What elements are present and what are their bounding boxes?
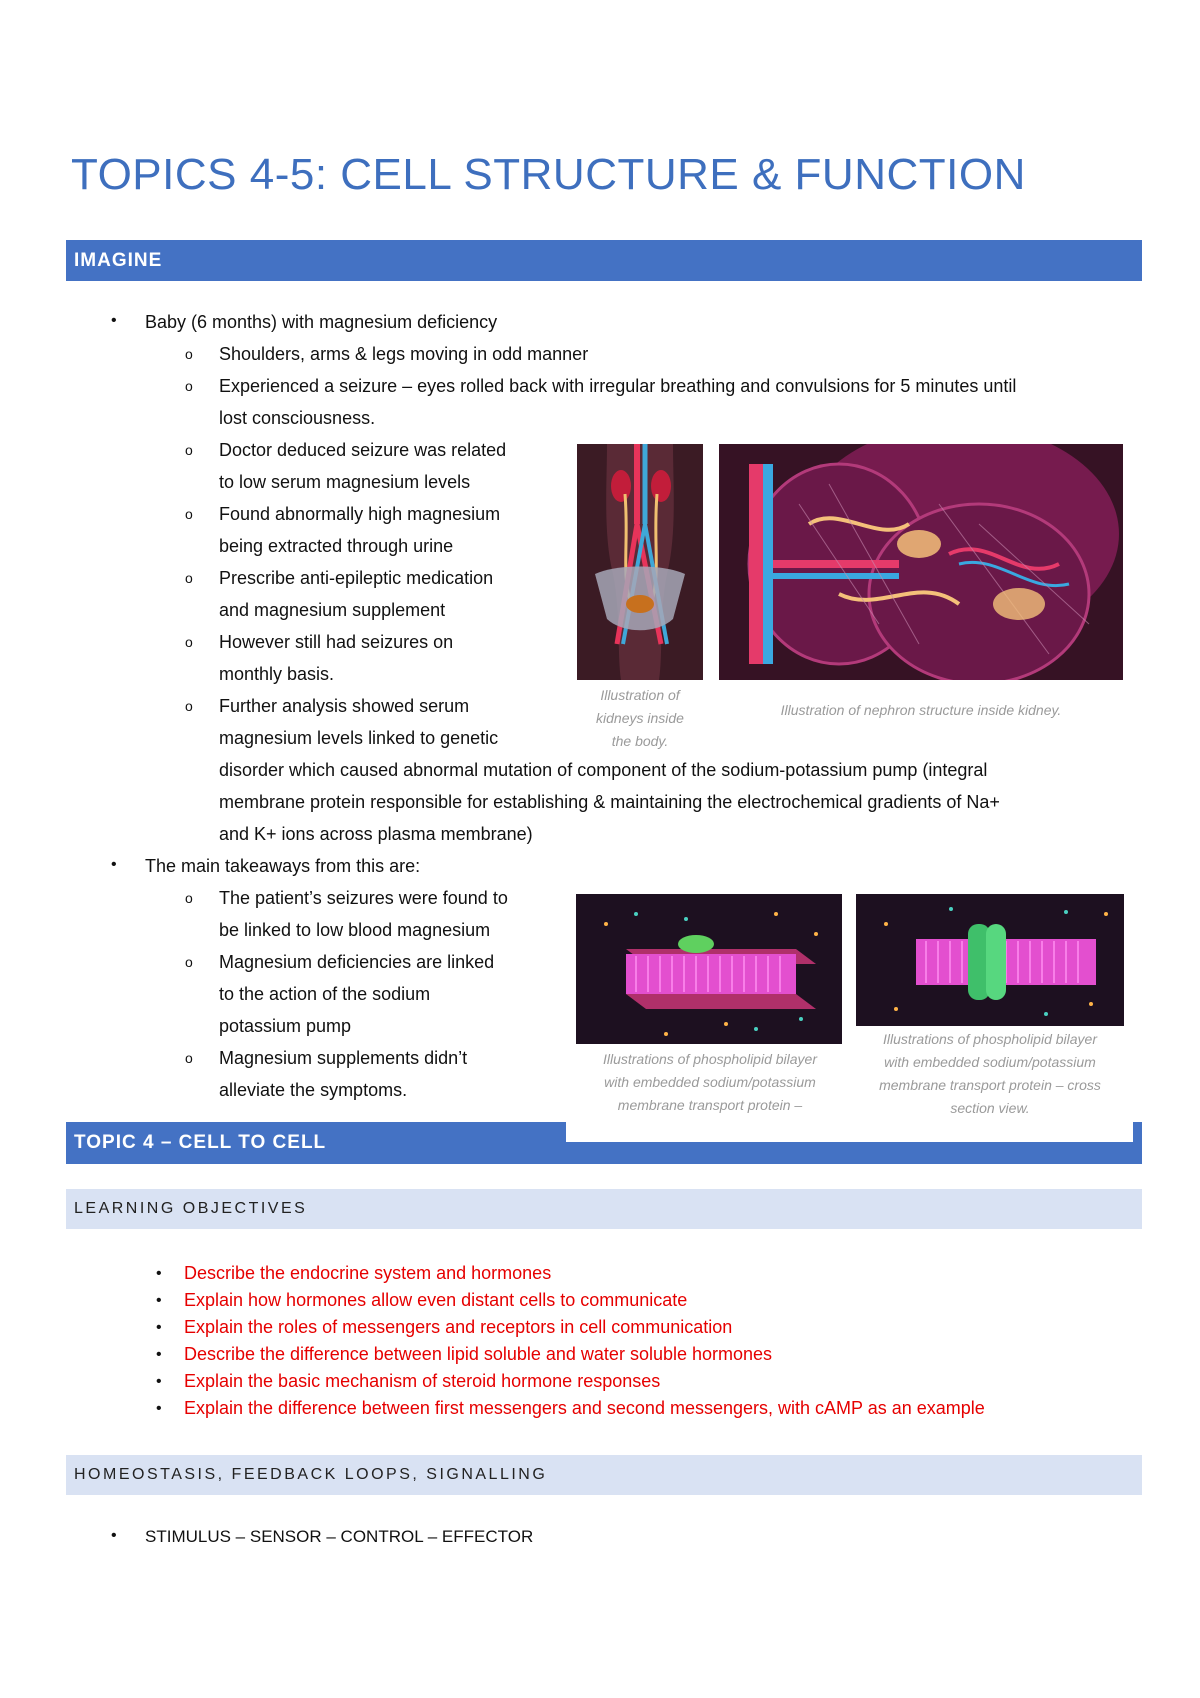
homeostasis-item: STIMULUS – SENSOR – CONTROL – EFFECTOR [145,1527,534,1546]
sub-bullet-glyph: o [185,634,193,650]
list-item: However still had seizures on [219,632,454,652]
sub-bullet-glyph: o [185,346,193,362]
bullet-glyph: • [156,1292,162,1309]
figure-caption-overlap [566,1122,1133,1142]
list-item: alleviate the symptoms. [219,1080,408,1100]
kidneys-caption [567,684,713,753]
sub-bullet-glyph: o [185,442,193,458]
list-item: The patient’s seizures were found to [219,888,508,908]
list-item: potassium pump [219,1016,352,1036]
nephron-illustration [719,444,1123,680]
objective-item: Describe the difference between lipid soluble and water soluble hormones [184,1344,773,1364]
objective-item: Explain how hormones allow even distant cells to communicate [184,1290,688,1310]
caption-line: Illustrations of phospholipid bilayer [882,1031,1097,1047]
list-item: Baby (6 months) with magnesium deficiency [145,312,498,332]
list-item: be linked to low blood magnesium [219,920,491,940]
list-item: The main takeaways from this are: [145,856,421,876]
bullet-glyph: • [111,1527,117,1544]
list-item: Experienced a seizure – eyes rolled back with irregular breathing and convulsions for 5 minutes until [219,376,1017,396]
list-item: Further analysis showed serum [219,696,470,716]
list-item: to low serum magnesium levels [219,472,471,492]
bullet-glyph: • [156,1373,162,1390]
caption-line: the body. [611,733,669,749]
bilayer-cross-section-illustration [856,894,1124,1026]
list-item: to the action of the sodium [219,984,431,1004]
sub-bullet-glyph: o [185,954,193,970]
nephron-caption: Illustration of nephron structure inside kidney. [780,702,1062,718]
list-item: lost consciousness. [219,408,376,428]
bilayer-perspective-illustration [576,894,842,1044]
bullet-glyph: • [111,312,117,329]
objective-item: Describe the endocrine system and hormones [184,1263,552,1283]
list-item: being extracted through urine [219,536,454,556]
list-item: Shoulders, arms & legs moving in odd manner [219,344,589,364]
list-item: Magnesium supplements didn’t [219,1048,468,1068]
bilayer-right-caption [850,1028,1130,1120]
list-item: membrane protein responsible for establishing & maintaining the electrochemical gradients of Na+ [219,792,1000,812]
sub-bullet-glyph: o [185,570,193,586]
learning-objectives-heading: LEARNING OBJECTIVES [66,1189,1142,1229]
list-item: and magnesium supplement [219,600,446,620]
bullet-glyph: • [156,1400,162,1417]
list-item: Prescribe anti-epileptic medication [219,568,494,588]
list-item: monthly basis. [219,664,335,684]
sub-bullet-glyph: o [185,378,193,394]
caption-line: with embedded sodium/potassium [604,1074,816,1090]
caption-line: membrane transport protein – [617,1097,803,1113]
bullet-glyph: • [156,1319,162,1336]
list-item: Doctor deduced seizure was related [219,440,507,460]
section-heading-topic4: TOPIC 4 – CELL TO CELL [66,1122,1142,1164]
section-heading-imagine: IMAGINE [66,240,1142,281]
caption-line: kidneys inside [596,710,684,726]
caption-line: section view. [950,1100,1030,1116]
kidney-figure-panel [563,434,1133,750]
caption-line: Illustrations of phospholipid bilayer [602,1051,817,1067]
sub-bullet-glyph: o [185,890,193,906]
sub-bullet-glyph: o [185,506,193,522]
caption-line: membrane transport protein – cross [879,1077,1101,1093]
list-item: Magnesium deficiencies are linked [219,952,495,972]
caption-line: Illustration of [600,687,680,703]
bullet-glyph: • [156,1346,162,1363]
list-item: and K+ ions across plasma membrane) [219,824,533,844]
bullet-glyph: • [111,856,117,873]
sub-bullet-glyph: o [185,698,193,714]
bilayer-figure-panel [566,878,1133,1142]
kidneys-illustration [577,444,703,680]
page-title: TOPICS 4-5: CELL STRUCTURE & FUNCTION [71,150,1026,199]
homeostasis-heading: HOMEOSTASIS, FEEDBACK LOOPS, SIGNALLING [66,1455,1142,1495]
bullet-glyph: • [156,1265,162,1282]
objective-item: Explain the roles of messengers and receptors in cell communication [184,1317,733,1337]
list-item: disorder which caused abnormal mutation of component of the sodium-potassium pump (integral [219,760,988,780]
list-item: Found abnormally high magnesium [219,504,501,524]
objective-item: Explain the difference between first messengers and second messengers, with cAMP as an example [184,1398,985,1418]
objective-item: Explain the basic mechanism of steroid hormone responses [184,1371,661,1391]
list-item: magnesium levels linked to genetic [219,728,499,748]
sub-bullet-glyph: o [185,1050,193,1066]
caption-line: with embedded sodium/potassium [884,1054,1096,1070]
